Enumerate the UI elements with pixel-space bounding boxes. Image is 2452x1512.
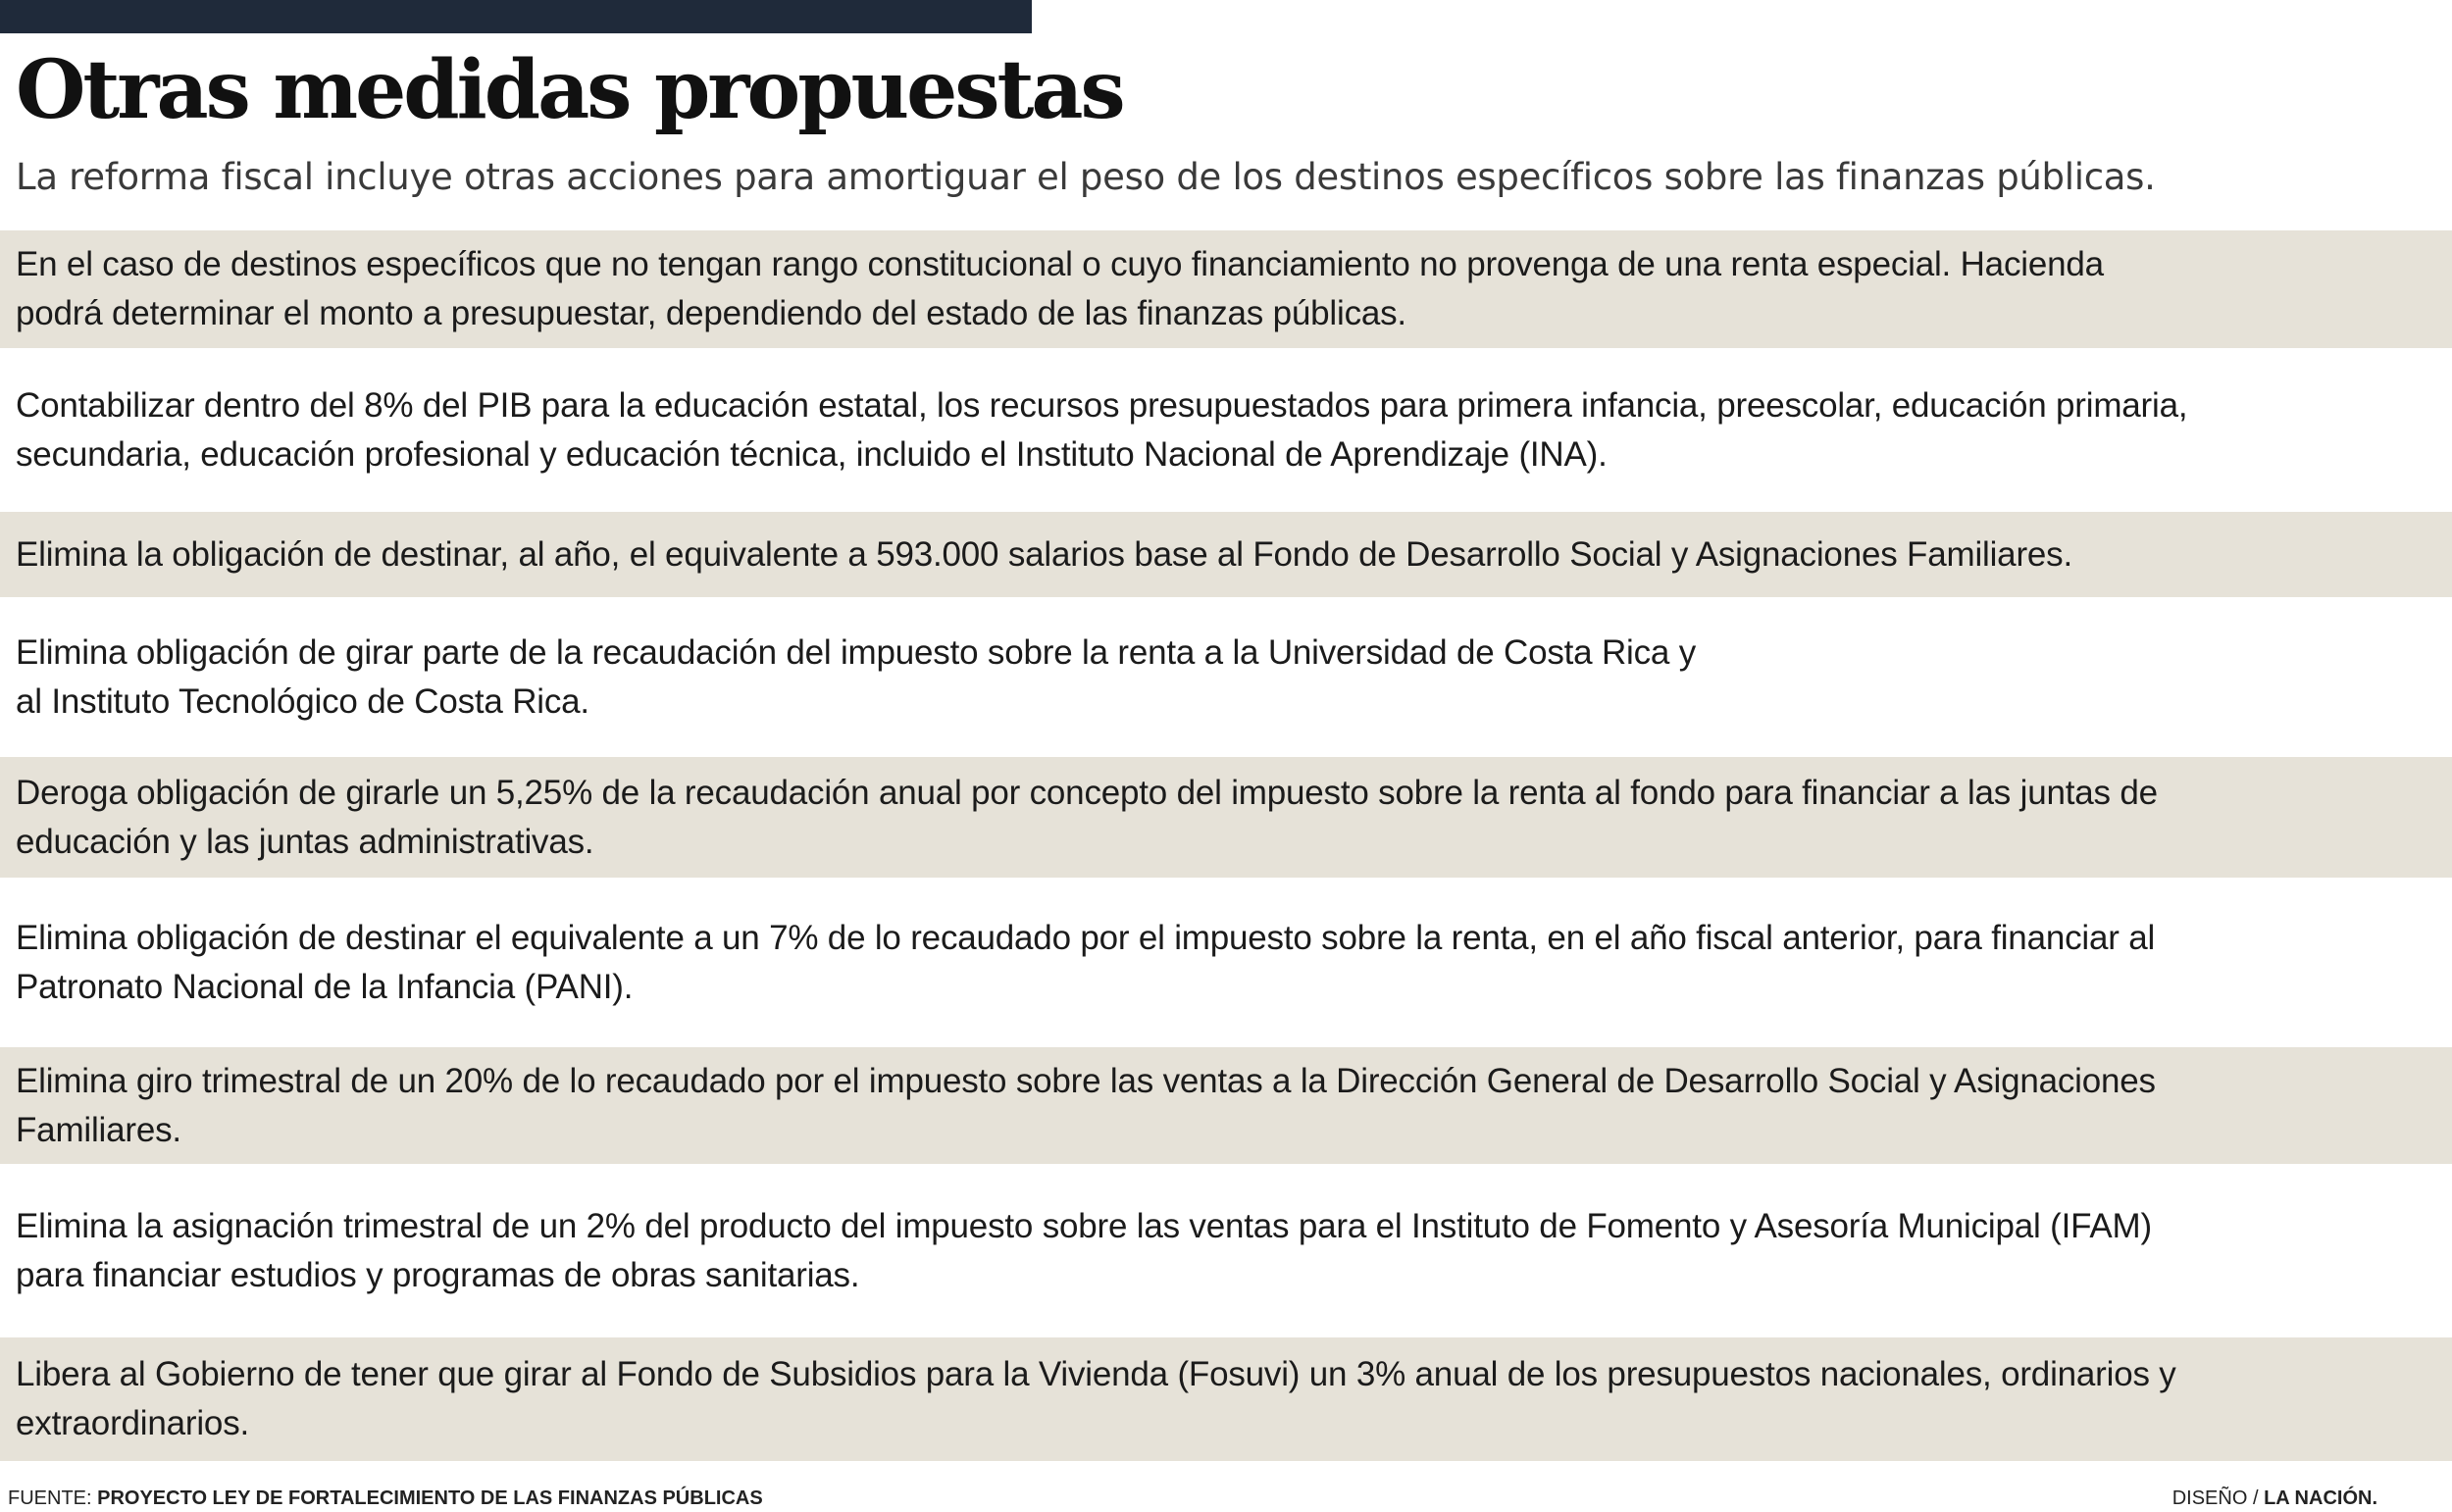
design-brand: LA NACIÓN. [2264,1487,2377,1509]
source-credit [8,1486,763,1511]
item-text: Elimina obligación de girar parte de la recaudación del impuesto sobre la renta a la Universidad de Costa Rica y al Instituto Tecnológico de Costa Rica. [16,632,1697,721]
design-credit [2172,1486,2377,1511]
list-item [0,878,2452,1047]
source-label: FUENTE: [8,1487,98,1509]
list-item [0,348,2452,512]
design-label: DISEÑO / [2171,1487,2265,1509]
top-accent-bar [0,0,1032,33]
list-item [0,1047,2452,1164]
item-text: En el caso de destinos específicos que no tengan rango constitucional o cuyo financiamiento no provenga de una renta especial. Hacienda podrá determinar el monto a presupuestar, dependiendo del estado de las finanzas públicas. [16,245,2104,332]
list-item [0,512,2452,597]
list-item [0,1164,2452,1337]
item-text: Elimina giro trimestral de un 20% de lo recaudado por el impuesto sobre las ventas a la Dirección General de Desarrollo Social y Asignaciones Familiares. [16,1061,2156,1149]
item-text: Contabilizar dentro del 8% del PIB para la educación estatal, los recursos presupuestados para primera infancia, preescolar, educación primaria, secundaria, educación profesional y educación técnica, incluido el Instituto Nacional de Aprendizaje (INA). [16,385,2188,474]
list-item [0,230,2452,348]
source-text: PROYECTO LEY DE FORTALECIMIENTO DE LAS FINANZAS PÚBLICAS [97,1487,763,1509]
item-text: Elimina la obligación de destinar, al año, el equivalente a 593.000 salarios base al Fondo de Desarrollo Social y Asignaciones Familiares. [16,534,2072,574]
item-text: Deroga obligación de girarle un 5,25% de la recaudación anual por concepto del impuesto sobre la renta al fondo para financiar a las juntas de educación y las juntas administrativas. [16,773,2158,861]
page-subtitle: La reforma fiscal incluye otras acciones para amortiguar el peso de los destinos específicos sobre las finanzas públicas. [16,156,2156,198]
page-title: Otras medidas propuestas [16,43,1123,137]
list-item [0,1337,2452,1461]
item-text: Libera al Gobierno de tener que girar al Fondo de Subsidios para la Vivienda (Fosuvi) un 3% anual de los presupuestos nacionales, ordinarios y extraordinarios. [16,1355,2176,1442]
list-item [0,597,2452,757]
list-item [0,757,2452,878]
item-text: Elimina obligación de destinar el equivalente a un 7% de lo recaudado por el impuesto sobre la renta, en el año fiscal anterior, para financiar al Patronato Nacional de la Infancia (PANI). [16,918,2156,1006]
item-text: Elimina la asignación trimestral de un 2% del producto del impuesto sobre las ventas para el Instituto de Fomento y Asesoría Municipal (IFAM) para financiar estudios y programas de obras sanitarias. [16,1206,2152,1294]
measures-list [0,230,2452,1461]
